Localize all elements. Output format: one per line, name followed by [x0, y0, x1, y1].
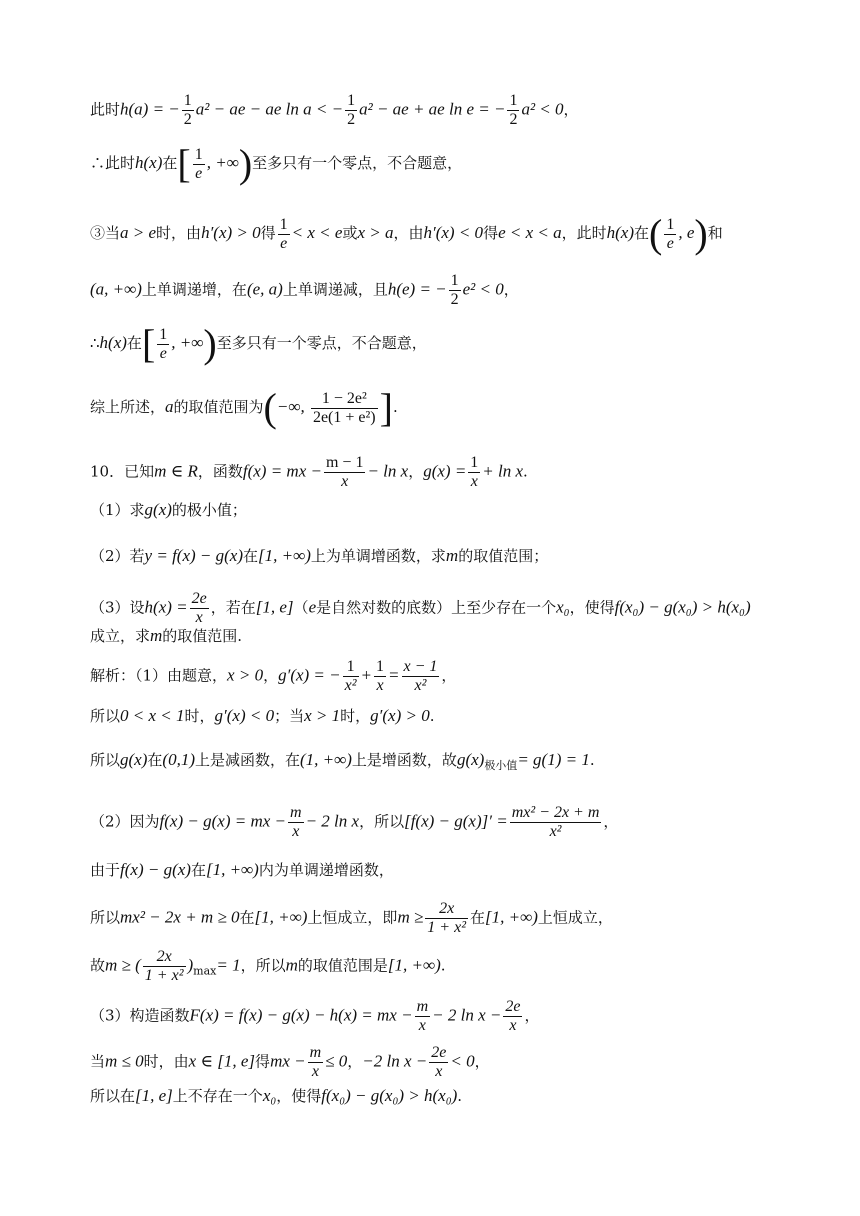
text-fragment: 的取值范围是	[297, 956, 388, 975]
math-expression: [1, e]	[255, 597, 294, 617]
text-fragment: 的取值范围为	[173, 398, 264, 416]
bracket: [	[141, 321, 156, 366]
text-fragment: .	[392, 398, 398, 416]
math-expression: x	[376, 677, 384, 694]
math-expression: g(x)	[456, 750, 485, 769]
text-line	[90, 211, 820, 256]
math-expression: y = f(x) − g(x)	[144, 546, 243, 565]
math-expression: 0 < x < 1	[120, 706, 185, 725]
math-expression: e	[195, 164, 203, 182]
math-expression: [1, +∞)	[254, 907, 308, 927]
math-expression: = g(1) = 1	[517, 750, 590, 769]
fraction	[311, 390, 378, 427]
text-fragment: ，所以	[240, 956, 286, 975]
fraction-numerator: 1	[279, 215, 288, 233]
math-expression: (e, a)	[246, 279, 283, 299]
text-fragment: 上恒成立，	[537, 908, 613, 927]
text-fragment: ，使得	[569, 598, 615, 617]
text-fragment: 在	[470, 908, 486, 927]
math-expression: a² − ae + ae ln e = −	[359, 99, 506, 119]
text-fragment: ，使得	[276, 1087, 322, 1105]
text-fragment: 此时	[90, 100, 121, 119]
text-fragment: .	[457, 1087, 463, 1105]
math-expression: x	[341, 473, 349, 490]
text-fragment: （3）构造函数	[90, 1006, 190, 1025]
text-fragment: ，	[524, 1006, 540, 1025]
math-expression: x²	[414, 677, 427, 694]
text-fragment: 上是减函数，在	[194, 751, 300, 769]
fraction	[278, 216, 290, 253]
text-fragment: .	[523, 462, 528, 481]
text-line	[90, 706, 820, 726]
text-fragment: 所以	[90, 707, 121, 725]
math-expression: (a, +∞)	[90, 279, 142, 299]
subscript: 极小值	[484, 759, 518, 772]
fraction	[324, 454, 365, 491]
math-expression: x₀	[262, 1086, 277, 1105]
fraction	[143, 948, 186, 985]
text-fragment: 至多只有一个零点，不合题意，	[216, 334, 427, 352]
math-expression: )	[187, 955, 194, 975]
bracket: )	[203, 321, 217, 366]
text-line	[90, 141, 820, 186]
solution-3	[90, 998, 820, 1035]
fraction	[402, 658, 440, 695]
math-expression: < x < e	[291, 223, 343, 242]
text-fragment: ，若在	[210, 598, 256, 617]
text-fragment: （	[293, 598, 309, 617]
math-expression: h′(x) > 0	[201, 223, 261, 242]
math-expression: m	[285, 955, 298, 975]
math-expression: x > 1	[304, 706, 341, 725]
math-expression: , +∞	[171, 333, 204, 352]
text-fragment: 的取值范围.	[162, 627, 243, 645]
math-expression: g′(x) < 0	[214, 706, 275, 725]
math-expression: x > 0	[227, 665, 264, 685]
fraction	[507, 92, 519, 129]
text-fragment: 的取值范围；	[458, 547, 549, 565]
math-expression: m ∈ R	[154, 461, 198, 481]
text-line	[90, 948, 820, 985]
math-expression: =	[388, 665, 400, 685]
text-fragment: 时，由	[156, 224, 202, 242]
fraction	[429, 1044, 448, 1081]
subscript: max	[193, 964, 217, 978]
text-fragment: ③当	[90, 224, 121, 242]
math-expression: 2e	[505, 998, 521, 1015]
text-fragment: ，此时	[561, 224, 607, 242]
text-line	[90, 385, 820, 430]
fraction-denominator: 2e(1 + e²)	[312, 408, 376, 426]
text-fragment: 综上所述，	[90, 398, 166, 416]
math-expression: h(x) =	[144, 597, 188, 617]
text-fragment: 和	[707, 224, 723, 242]
bracket: (	[263, 385, 277, 430]
text-line	[90, 92, 820, 129]
bracket: )	[694, 211, 708, 256]
math-expression: g(x)	[120, 750, 148, 769]
math-expression: f(x) − g(x)	[120, 860, 191, 879]
text-fragment: 在	[243, 547, 259, 565]
text-line	[90, 1086, 820, 1106]
text-fragment: ，	[603, 812, 619, 831]
math-expression: − ln x	[367, 461, 409, 481]
text-fragment: 由于	[90, 861, 121, 879]
text-fragment: ，	[503, 280, 519, 299]
text-fragment: 上不存在一个	[172, 1087, 263, 1105]
math-expression: [f(x) − g(x)]′ =	[404, 811, 508, 831]
text-line	[90, 272, 820, 309]
math-expression: −2 ln x −	[362, 1051, 428, 1071]
text-fragment: 在	[190, 861, 206, 879]
text-fragment: ，	[441, 666, 457, 685]
text-fragment: 在	[239, 908, 255, 927]
text-fragment: ∴	[90, 334, 100, 352]
text-fragment: （3）设	[90, 598, 145, 617]
text-fragment: 时，	[184, 707, 215, 725]
math-expression: 2e	[431, 1044, 447, 1061]
math-expression: x	[311, 1063, 319, 1080]
fraction	[510, 804, 602, 841]
math-expression: 2x	[425, 900, 468, 919]
math-expression: e² < 0	[462, 279, 504, 299]
text-fragment: ，函数	[197, 462, 243, 481]
text-fragment: ，	[263, 666, 279, 685]
math-expression: a² < 0	[521, 99, 564, 119]
math-expression: [1, +∞)	[387, 955, 441, 975]
text-line	[90, 900, 820, 937]
math-expression: e < x < a	[498, 223, 562, 242]
fraction-denominator: 2	[347, 111, 356, 128]
math-expression: − 2 ln x	[305, 811, 360, 831]
text-fragment: （1）求	[90, 501, 145, 519]
fraction-numerator: m − 1	[325, 454, 364, 471]
fraction-denominator: 2	[450, 291, 459, 308]
math-expression: x − 1	[403, 658, 438, 675]
math-expression: e	[280, 234, 288, 252]
fraction-numerator: 1	[183, 92, 192, 109]
text-fragment: 是自然对数的底数）上至少存在一个	[316, 598, 557, 617]
problem-statement	[90, 454, 820, 491]
math-expression: h(x)	[135, 153, 163, 172]
fraction	[664, 216, 676, 253]
math-expression: [1, +∞)	[205, 860, 259, 879]
fraction	[415, 998, 431, 1035]
text-fragment: 时，由	[143, 1052, 189, 1071]
fraction	[468, 454, 480, 491]
text-fragment: ，	[408, 462, 424, 481]
text-fragment: ，	[474, 1052, 490, 1071]
math-expression: 1 + x²	[144, 967, 184, 984]
text-fragment: 或	[342, 224, 358, 242]
text-fragment: 当	[90, 1052, 106, 1071]
text-fragment: 在	[634, 224, 650, 242]
fraction-numerator: 1	[347, 92, 356, 109]
math-expression: −∞,	[276, 397, 309, 416]
math-expression: g′(x) = −	[278, 665, 341, 685]
text-fragment: ，	[563, 100, 579, 119]
fraction	[374, 658, 386, 695]
text-fragment: ；当	[274, 707, 305, 725]
math-expression: g′(x) > 0	[370, 706, 430, 725]
math-expression: e	[308, 597, 317, 617]
math-expression: x	[435, 1063, 443, 1080]
math-expression: h(x)	[99, 333, 127, 352]
text-fragment: （2）若	[90, 547, 145, 565]
solution-1	[90, 658, 820, 695]
text-fragment: .	[440, 956, 446, 975]
fraction	[345, 92, 357, 129]
fraction-numerator: 1	[343, 658, 359, 677]
fraction-numerator: 1	[159, 325, 168, 343]
fraction-numerator: 1	[470, 454, 479, 471]
text-line	[90, 750, 820, 776]
math-expression: < 0	[450, 1051, 475, 1071]
text-fragment: 上单调递增，在	[141, 280, 247, 299]
math-expression: x₀	[556, 597, 570, 617]
math-expression: x	[292, 823, 300, 840]
text-fragment: 在	[162, 154, 178, 172]
math-expression: +	[360, 665, 373, 685]
text-fragment: 上为单调增函数，求	[310, 547, 446, 565]
math-expression: (1, +∞)	[300, 750, 352, 769]
text-line	[90, 626, 820, 646]
math-expression: m	[416, 998, 429, 1015]
math-expression: , +∞	[206, 153, 239, 172]
math-expression: h′(x) < 0	[423, 223, 484, 242]
math-expression: x	[195, 609, 203, 626]
fraction-numerator: 1	[376, 658, 385, 675]
text-fragment: 所以在	[90, 1087, 136, 1105]
math-expression: h(e) = −	[387, 279, 447, 299]
fraction-numerator: 1	[194, 145, 203, 163]
math-expression: f(x) = mx −	[242, 461, 322, 481]
text-fragment: .	[589, 751, 595, 769]
text-fragment: 10．已知	[90, 462, 155, 481]
math-expression: x	[509, 1017, 517, 1034]
text-fragment: 上是增函数，故	[351, 751, 457, 769]
text-line	[90, 1044, 820, 1081]
fraction-denominator: 2	[183, 111, 192, 128]
text-fragment: 所以	[90, 751, 121, 769]
question-3	[90, 590, 820, 627]
math-expression: (0,1)	[162, 750, 195, 769]
fraction	[425, 900, 468, 937]
text-fragment: 上单调递减，且	[282, 280, 388, 299]
text-line	[90, 860, 820, 880]
bracket: (	[649, 211, 663, 256]
text-fragment: 的极小值；	[171, 501, 247, 519]
math-expression: m ≤ 0	[105, 1051, 144, 1071]
math-expression: x	[470, 473, 478, 490]
question-1	[90, 500, 820, 520]
text-fragment: 得	[255, 1052, 271, 1071]
fraction	[182, 92, 194, 129]
fraction-numerator: 1 − 2e²	[311, 390, 378, 409]
text-fragment: 时，	[340, 707, 371, 725]
math-expression: + ln x	[482, 461, 524, 481]
math-expression: e	[666, 234, 674, 252]
math-expression: [1, +∞)	[258, 546, 311, 565]
math-expression: e	[159, 344, 167, 362]
question-2	[90, 546, 820, 566]
fraction	[193, 146, 205, 183]
bracket: [	[177, 141, 191, 186]
math-expression: 2e	[191, 590, 207, 607]
math-expression: x > a	[357, 223, 394, 242]
math-expression: 1 + x²	[427, 919, 466, 936]
math-expression: m	[309, 1044, 322, 1061]
fraction-numerator: 1	[450, 272, 459, 289]
solution-2	[90, 804, 820, 841]
text-line	[90, 321, 820, 366]
math-expression: g(x)	[144, 500, 172, 519]
fraction-numerator: 1	[509, 92, 518, 109]
math-expression: m ≥	[397, 907, 424, 927]
fraction	[343, 658, 359, 695]
text-fragment: 解析：（1）由题意，	[90, 666, 228, 685]
text-fragment: 得	[483, 224, 499, 242]
math-expression: , e	[678, 223, 695, 242]
text-fragment: 故	[90, 956, 106, 975]
math-expression: m	[445, 546, 459, 565]
math-expression: mx −	[270, 1051, 306, 1071]
text-fragment: 得	[260, 224, 276, 242]
math-expression: h(a) = −	[120, 99, 180, 119]
text-fragment: 在	[147, 751, 163, 769]
math-expression: x²	[344, 677, 357, 694]
math-expression: a² − ae − ae ln a < −	[195, 99, 344, 119]
text-fragment: 上恒成立，即	[307, 908, 398, 927]
math-expression: mx² − 2x + m	[511, 804, 600, 821]
math-expression: − 2 ln x −	[432, 1005, 502, 1025]
text-fragment: 成立，求	[90, 627, 151, 645]
math-expression: = 1	[216, 955, 241, 975]
math-expression: a > e	[120, 223, 157, 242]
math-expression: ≤ 0	[325, 1051, 348, 1071]
fraction	[449, 272, 461, 309]
text-fragment: 至多只有一个零点，不合题意，	[252, 154, 463, 172]
text-fragment: （2）因为	[90, 812, 160, 831]
math-expression: m ≥ (	[105, 955, 141, 975]
math-expression: f(x₀) − g(x₀) > h(x₀)	[321, 1086, 458, 1105]
math-expression: F(x) = f(x) − g(x) − h(x) = mx −	[189, 1005, 413, 1025]
text-fragment: 内为单调递增函数，	[258, 861, 394, 879]
math-expression: f(x) − g(x) = mx −	[159, 811, 286, 831]
math-expression: g(x) =	[423, 461, 467, 481]
fraction	[157, 326, 169, 363]
math-expression: x ∈ [1, e]	[188, 1051, 256, 1071]
fraction	[308, 1044, 324, 1081]
text-fragment: ，所以	[359, 812, 405, 831]
math-expression: x²	[549, 823, 562, 840]
text-fragment: .	[429, 707, 435, 725]
text-fragment: ，	[347, 1052, 363, 1071]
math-expression: mx² − 2x + m ≥ 0	[120, 907, 240, 927]
math-expression: f(x₀) − g(x₀) > h(x₀)	[614, 597, 751, 617]
fraction-denominator: 2	[509, 111, 518, 128]
math-expression: m	[290, 804, 302, 821]
math-expression: [1, e]	[135, 1086, 173, 1105]
bracket: ]	[379, 385, 393, 430]
math-expression: x	[418, 1017, 426, 1034]
bracket: )	[238, 141, 253, 186]
fraction	[288, 804, 304, 841]
text-fragment: ∴此时	[90, 154, 136, 172]
math-expression: m	[150, 626, 163, 645]
text-fragment: ，由	[393, 224, 424, 242]
text-fragment: 所以	[90, 908, 121, 927]
math-expression: [1, +∞)	[485, 907, 538, 927]
fraction	[190, 590, 209, 627]
fraction-numerator: 1	[666, 215, 675, 233]
text-fragment: 在	[126, 334, 142, 352]
math-expression: a	[165, 397, 174, 416]
fraction	[503, 998, 522, 1035]
math-expression: h(x)	[606, 223, 635, 242]
math-expression: 2x	[143, 948, 186, 967]
